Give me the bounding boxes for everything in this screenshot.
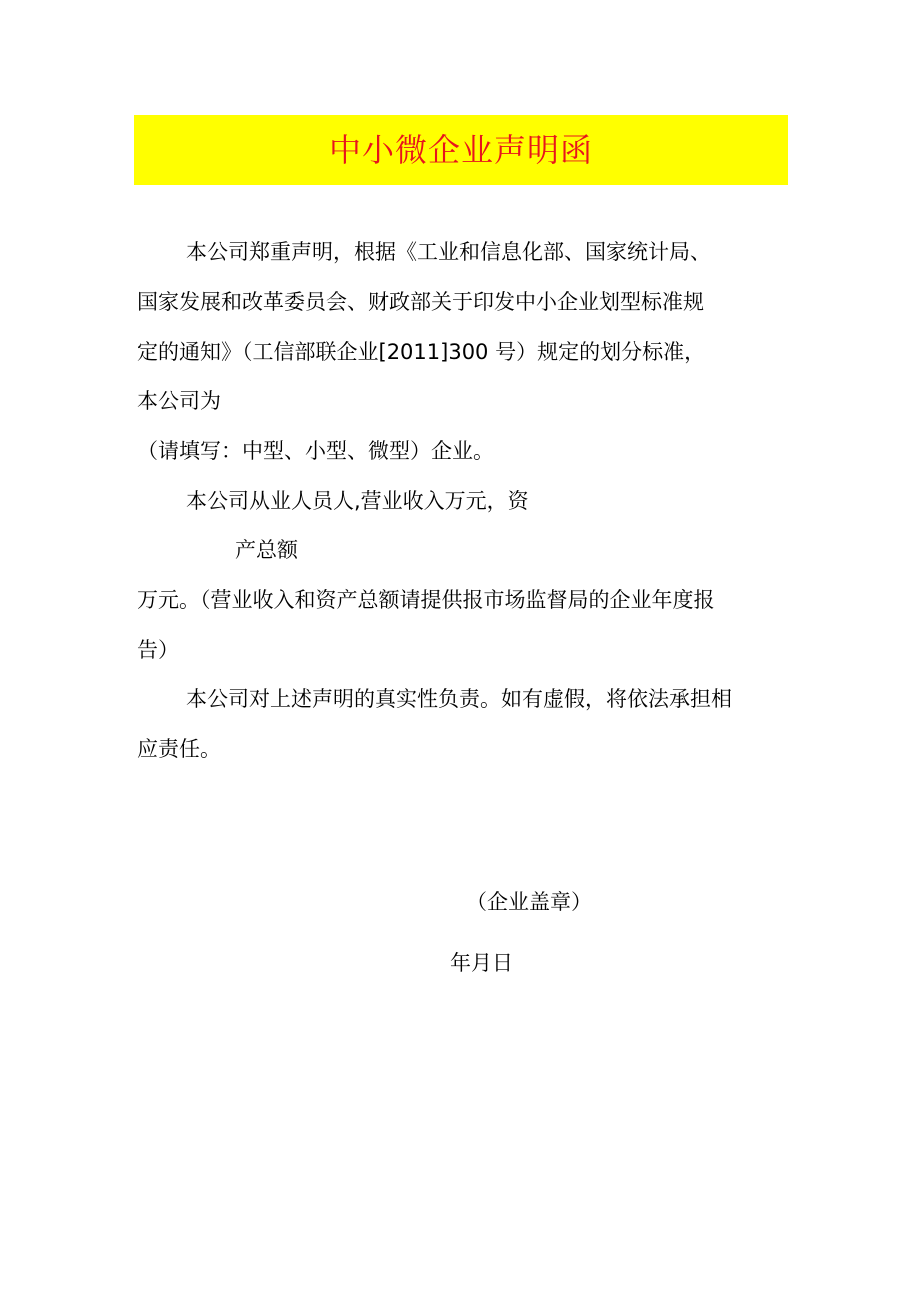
seal-label: （企业盖章） — [466, 890, 592, 914]
body-line-10: 本公司对上述声明的真实性负责。如有虚假，将依法承担相 — [186, 687, 732, 711]
body-line-1: 本公司郑重声明，根据《工业和信息化部、国家统计局、 — [186, 240, 711, 264]
body-line-11: 应责任。 — [137, 737, 221, 761]
body-line-6: 本公司从业人员人,营业收入万元，资 — [186, 489, 529, 513]
body-line-9: 告） — [137, 638, 179, 662]
body-line-4: 本公司为 — [137, 389, 221, 413]
date-label: 年月日 — [450, 951, 513, 975]
body-line-5: （请填写：中型、小型、微型）企业。 — [137, 439, 494, 463]
document-title: 中小微企业声明函 — [328, 131, 593, 169]
body-line-8: 万元。（营业收入和资产总额请提供报市场监督局的企业年度报 — [137, 588, 715, 612]
body-line-3: 定的通知》（工信部联企业[2011]300 号）规定的划分标准， — [137, 340, 706, 364]
body-line-2: 国家发展和改革委员会、财政部关于印发中小企业划型标准规 — [137, 290, 704, 314]
title-banner — [134, 115, 788, 185]
body-line-7: 产总额 — [235, 538, 298, 562]
